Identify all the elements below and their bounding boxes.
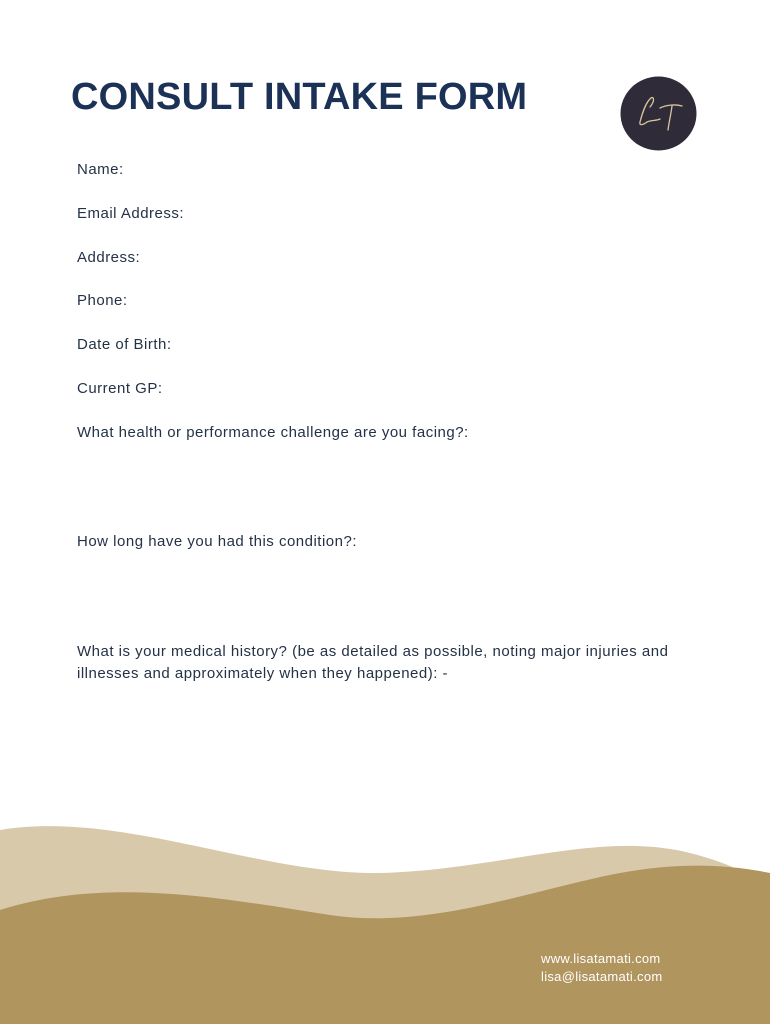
- address-label: Address:: [77, 249, 141, 266]
- email-link[interactable]: lisa@lisatamati.com: [541, 969, 663, 984]
- date-of-birth-label: Date of Birth:: [77, 336, 172, 353]
- name-label: Name:: [77, 161, 124, 178]
- current-gp-label: Current GP:: [77, 380, 163, 397]
- health-challenge-label: What health or performance challenge are you facing?:: [77, 424, 469, 441]
- phone-label: Phone:: [77, 292, 128, 309]
- email-address-label: Email Address:: [77, 205, 185, 222]
- footer-wave: [0, 815, 770, 1024]
- website-link[interactable]: www.lisatamati.com: [541, 951, 661, 966]
- condition-duration-label: How long have you had this condition?:: [77, 533, 358, 550]
- footer-contact: [541, 950, 662, 986]
- lt-monogram-icon: [620, 76, 697, 151]
- medical-history-label: What is your medical history? (be as detailed as possible, noting major injuries and illnesses and approximately when they happened): -: [77, 643, 669, 682]
- page-title: CONSULT INTAKE FORM: [71, 76, 528, 118]
- logo: [620, 76, 697, 151]
